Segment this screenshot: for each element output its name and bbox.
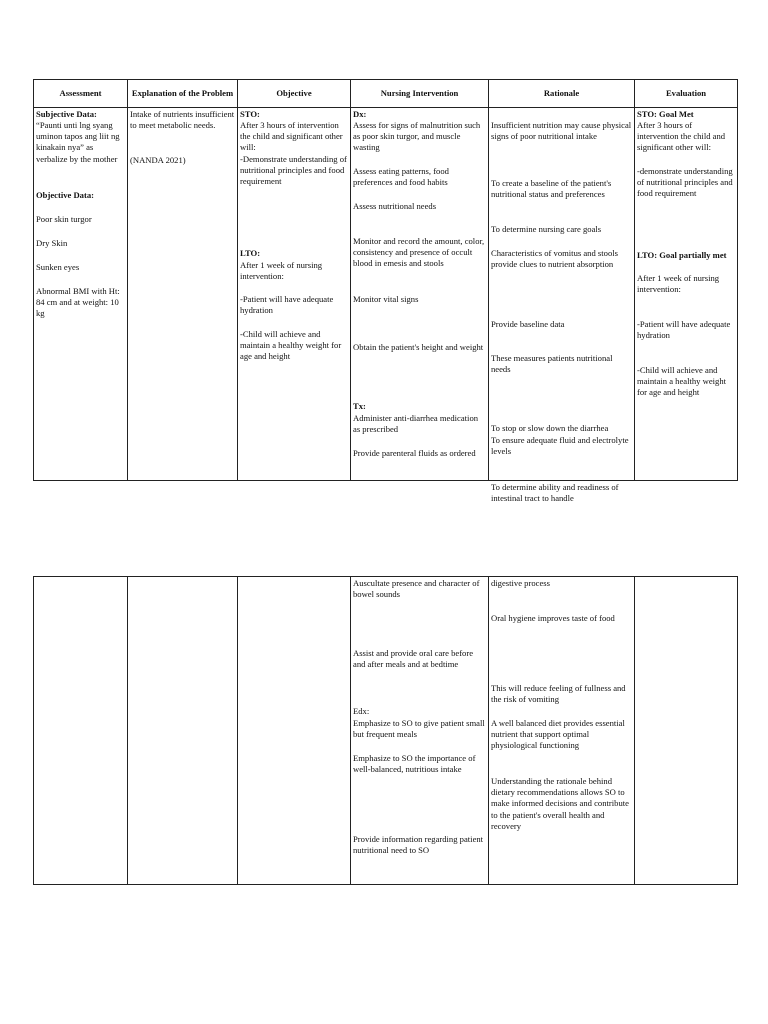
explanation-text: Intake of nutrients insufficient to meet metabolic needs. [130,109,235,131]
explanation-cell [128,108,238,481]
intervention-item: Obtain the patient's height and weight [353,342,484,352]
dx-label: Dx: [353,109,367,119]
intervention-item: Assess eating patterns, food preferences and food habits [353,166,449,188]
intervention-cell [351,577,489,885]
lto-item: -Patient will have adequate hydration [240,294,334,316]
rationale-item: To determine nursing care goals [491,224,602,234]
care-plan-table-page-1 [33,79,738,504]
intervention-item: Assess nutritional needs [353,201,437,211]
sto-label: STO: [240,109,260,119]
header-evaluation: Evaluation [635,80,738,108]
rationale-item: Characteristics of vomitus and stools provide clues to nutrient absorption [491,248,618,270]
rationale-item: A well balanced diet provides essential nutrient that support optimal physiological functioning [491,718,625,751]
lto-item: -Child will achieve and maintain a healthy weight for age and height [240,329,342,362]
eval-lto-label: LTO: Goal partially met [637,250,727,260]
header-row [34,80,738,108]
rationale-cell [489,577,635,885]
intervention-item: Monitor vital signs [353,294,419,304]
assessment-cell-empty [34,577,128,885]
finding-item: Abnormal BMI with Ht: 84 cm and at weight: 10 kg [36,286,120,319]
rationale-item: These measures patients nutritional needs [491,353,613,375]
sto-item: -Demonstrate understanding of nutritional principles and food requirement [240,154,347,187]
intervention-item: Emphasize to SO the importance of well-balanced, nutritious intake [353,753,476,775]
edx-label: Edx: [353,706,370,716]
intervention-item: Auscultate presence and character of bowel sounds [353,578,480,600]
header-assessment: Assessment [34,80,128,108]
eval-lto-item: -Patient will have adequate hydration [637,319,731,341]
intervention-item: Provide parenteral fluids as ordered [353,448,476,458]
rationale-item: This will reduce feeling of fullness and the risk of vomiting [491,683,626,705]
intervention-item: Assist and provide oral care before and after meals and at bedtime [353,648,474,670]
sto-text: After 3 hours of intervention the child and significant other will: [240,120,343,153]
lto-text: After 1 week of nursing intervention: [240,260,323,282]
care-plan-table-page-2 [33,576,738,885]
objective-label: Objective Data: [36,190,94,200]
explanation-cell-empty [128,577,238,885]
table-row [34,577,738,885]
finding-item: Poor skin turgor [36,214,92,224]
eval-sto-text: After 3 hours of intervention the child and significant other will: [637,120,726,153]
intervention-item: Administer anti-diarrhea medication as prescribed [353,413,479,435]
rationale-item: Oral hygiene improves taste of food [491,613,615,623]
evaluation-cell-empty [635,577,738,885]
nanda-reference: (NANDA 2021) [130,155,186,165]
rationale-item: Insufficient nutrition may cause physical signs of poor nutritional intake [491,120,632,142]
rationale-cell [489,108,635,504]
rationale-item: Understanding the rationale behind dietary recommendations allows SO to make informed decisions and contribute to the patient's overall health and recovery [491,776,629,831]
header-rationale: Rationale [489,80,635,108]
intervention-item: Provide information regarding patient nutritional need to SO [353,834,484,856]
finding-item: Sunken eyes [36,262,80,272]
header-objective: Objective [238,80,351,108]
intervention-item: Emphasize to SO to give patient small but frequent meals [353,718,485,740]
rationale-item: digestive process [491,578,550,588]
eval-lto-item: -Child will achieve and maintain a healthy weight for age and height [637,365,727,398]
rationale-item: To stop or slow down the diarrhea [491,423,609,433]
objective-cell-empty [238,577,351,885]
eval-lto-text: After 1 week of nursing intervention: [637,273,720,295]
rationale-item: To ensure adequate fluid and electrolyte levels [491,435,629,457]
rationale-item: To determine ability and readiness of intestinal tract to handle [491,482,619,504]
table-row [34,108,738,481]
rationale-item: Provide baseline data [491,319,565,329]
header-explanation: Explanation of the Problem [128,80,238,108]
assessment-cell [34,108,128,481]
eval-sto-item: -demonstrate understanding of nutritional principles and food requirement [637,166,733,199]
subjective-quote: “Paunti unti lng syang uminon tapos ang liit ng kinakain nya” as verbalize by the mother [36,120,120,164]
subjective-label: Subjective Data: [36,109,97,119]
eval-sto-label: STO: Goal Met [637,109,694,119]
rationale-item: To create a baseline of the patient's nutritional status and preferences [491,178,612,200]
finding-item: Dry Skin [36,238,68,248]
objective-cell [238,108,351,481]
intervention-cell [351,108,489,481]
evaluation-cell [635,108,738,481]
header-intervention: Nursing Intervention [351,80,489,108]
intervention-item: Assess for signs of malnutrition such as poor skin turgor, and muscle wasting [353,120,481,153]
tx-label: Tx: [353,401,366,411]
intervention-item: Monitor and record the amount, color, consistency and presence of occult blood in emesis and stools [353,236,485,269]
lto-label: LTO: [240,248,261,258]
